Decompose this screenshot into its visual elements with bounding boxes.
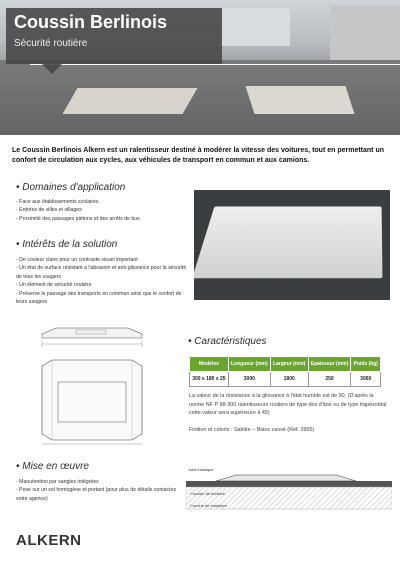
table-cell: 1800 xyxy=(270,372,308,387)
page-subtitle: Sécurité routière xyxy=(14,38,88,49)
side-view-drawing xyxy=(36,324,148,350)
heading-caracteristiques: • Caractéristiques xyxy=(188,336,267,347)
column-header: Epaisseur (mm) xyxy=(308,357,351,372)
alkern-logo: ALKERN xyxy=(16,532,82,549)
column-header: Largeur (mm) xyxy=(270,357,308,372)
list-item: - Un état de surface résistant à l'abrasion et anti-glissance pour la sécurité de tous les usagers xyxy=(16,264,188,281)
table-cell: 3000 xyxy=(228,372,270,387)
intro-text: Le Coussin Berlinois Alkern est un ralentisseur destiné à modérer la vitesse des voitures, tout en permettant un confort de circulation aux cycles, aux véhicules de transport en commun et aux camions. xyxy=(12,147,385,164)
pointer-triangle xyxy=(42,64,62,74)
label-coussin: Coussin de bordure xyxy=(190,491,225,496)
divider xyxy=(30,64,400,65)
interets-list xyxy=(16,256,188,306)
label-joint: Joint élastique xyxy=(188,467,214,472)
spec-text xyxy=(189,392,389,434)
list-item: - Face aux établissements scolaires xyxy=(16,198,188,206)
glissance-paragraph: La valeur de la résistance à la glissance à l'état humide est de 90. (D'après la norme NF P 98-300 ralentisseurs routiers de type dos d'âne ou de type trapézoïdal cette valeur sera supérieure à 45) xyxy=(189,393,387,417)
mise-list xyxy=(16,478,188,503)
list-item: - Un élément de sécurité routière xyxy=(16,281,188,289)
finition-paragraph: Finition et coloris : Sablée – Blanc cassé (Réf. 3965) xyxy=(189,426,315,433)
list-item: - Proximité des passages piétons et des arrêts de bus xyxy=(16,215,188,223)
list-item: - Manutention par sangles intégrées xyxy=(16,478,188,486)
heading-interets: • Intérêts de la solution xyxy=(16,239,118,250)
list-item: - Pose sur un sol homogène et portant (pour plus de détails contactez votre agence) xyxy=(16,486,188,503)
column-header: Modèles xyxy=(190,357,229,372)
table-cell: 3060 xyxy=(351,372,381,387)
table-cell: 300 x 180 x 25 xyxy=(190,372,229,387)
table-cell: 250 xyxy=(308,372,351,387)
top-view-drawing xyxy=(36,358,148,446)
list-item: - Préserve le passage des transports en commun ainsi que le confort de leurs usagers xyxy=(16,290,188,307)
domaines-list xyxy=(16,198,188,223)
page-title: Coussin Berlinois xyxy=(14,12,168,32)
table-header-row xyxy=(190,357,381,372)
product-photo xyxy=(194,190,390,300)
column-header: Poids (kg) xyxy=(351,357,381,372)
table-row xyxy=(190,372,381,387)
list-item: - De couleur claire pour un contraste visuel important xyxy=(16,256,188,264)
label-fondation: Couche de fondation xyxy=(190,503,227,508)
list-item: - Entrées de villes et villages xyxy=(16,206,188,214)
heading-mise-en-oeuvre: • Mise en œuvre xyxy=(16,461,89,472)
spec-table xyxy=(189,356,381,387)
heading-domaines: • Domaines d'application xyxy=(16,182,126,193)
cross-section-drawing xyxy=(186,465,392,511)
column-header: Longueur (mm) xyxy=(228,357,270,372)
